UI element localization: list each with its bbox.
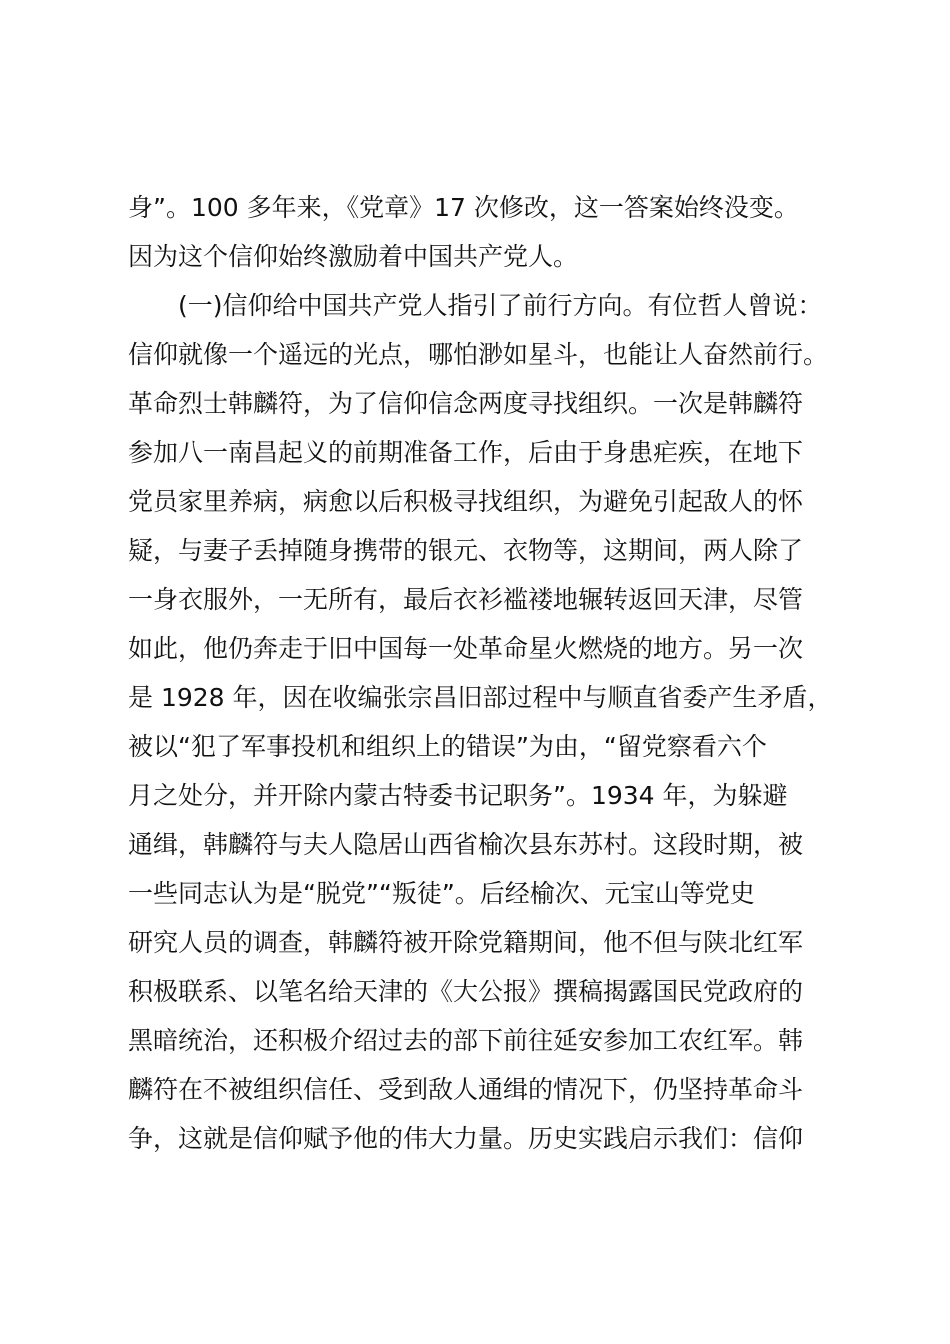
text-line: 革命烈士韩麟符，为了信仰信念两度寻找组织。一次是韩麟符: [128, 389, 804, 418]
text-line: 争，这就是信仰赋予他的伟大力量。历史实践启示我们：信仰: [128, 1124, 804, 1153]
text-line: 如此，他仍奔走于旧中国每一处革命星火燃烧的地方。另一次: [128, 634, 804, 663]
text-line: 党员家里养病，病愈以后积极寻找组织，为避免引起敌人的怀: [128, 487, 804, 516]
text-line: 麟符在不被组织信任、受到敌人通缉的情况下，仍坚持革命斗: [128, 1075, 804, 1104]
text-line: 信仰就像一个遥远的光点，哪怕渺如星斗，也能让人奋然前行。: [128, 340, 829, 369]
text-line: 黑暗统治，还积极介绍过去的部下前往延安参加工农红军。韩: [128, 1026, 804, 1055]
text-line: 是 1928 年，因在收编张宗昌旧部过程中与顺直省委产生矛盾，: [128, 683, 833, 712]
text-line: 研究人员的调查，韩麟符被开除党籍期间，他不但与陕北红军: [128, 928, 804, 957]
text-line: 积极联系、以笔名给天津的《大公报》撰稿揭露国民党政府的: [128, 977, 804, 1006]
text-line: 一些同志认为是“脱党”“叛徒”。后经榆次、元宝山等党史: [128, 879, 755, 908]
text-line: 月之处分，并开除内蒙古特委书记职务”。1934 年，为躲避: [128, 781, 788, 810]
text-line: 疑，与妻子丢掉随身携带的银元、衣物等，这期间，两人除了: [128, 536, 804, 565]
text-line: 通缉，韩麟符与夫人隐居山西省榆次县东苏村。这段时期，被: [128, 830, 804, 859]
text-line: 被以“犯了军事投机和组织上的错误”为由，“留党察看六个: [128, 732, 767, 761]
paragraph-start-line: (一)信仰给中国共产党人指引了前行方向。有位哲人曾说：: [128, 291, 823, 320]
text-line: 因为这个信仰始终激励着中国共产党人。: [128, 242, 579, 271]
text-line: 身”。100 多年来，《党章》17 次修改，这一答案始终没变。: [128, 193, 799, 222]
text-line: 一身衣服外，一无所有，最后衣衫褴褛地辗转返回天津，尽管: [128, 585, 804, 614]
body-text: [128, 183, 858, 1163]
text-line: 参加八一南昌起义的前期准备工作，后由于身患疟疾，在地下: [128, 438, 804, 467]
